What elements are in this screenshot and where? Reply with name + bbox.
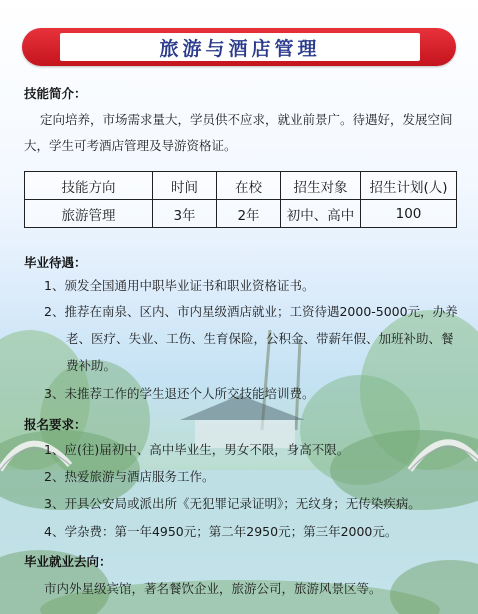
table-cell: 旅游管理 <box>25 200 153 228</box>
table-header-cell: 招生对象 <box>281 172 361 200</box>
requirements-heading: 报名要求： <box>24 417 87 432</box>
list-item: 2、热爱旅游与酒店服务工作。 <box>44 469 215 484</box>
benefits-heading: 毕业待遇： <box>24 255 87 270</box>
table-header-row <box>25 172 457 200</box>
table-header-cell: 招生计划(人) <box>361 172 457 200</box>
enrollment-table <box>24 171 457 228</box>
list-item: 3、开具公安局或派出所《无犯罪记录证明》；无纹身；无传染疾病。 <box>44 496 421 511</box>
table-cell: 初中、高中 <box>281 200 361 228</box>
list-item-continuation: 老、医疗、失业、工伤、生育保险，公积金、带薪年假、加班补助、餐 <box>66 331 454 346</box>
table-cell: 100 <box>361 200 457 228</box>
table-header-cell: 时间 <box>153 172 217 200</box>
title-plate <box>60 33 420 61</box>
employment-heading: 毕业就业去向： <box>24 554 112 569</box>
list-item: 1、颁发全国通用中职毕业证书和职业资格证书。 <box>44 278 315 293</box>
skills-line-1: 定向培养，市场需求量大，学员供不应求，就业前景广。待遇好，发展空间 <box>40 112 453 127</box>
employment-text: 市内外星级宾馆，著名餐饮企业，旅游公司，旅游风景区等。 <box>44 581 382 596</box>
table-row <box>25 200 457 228</box>
list-item: 3、未推荐工作的学生退还个人所交技能培训费。 <box>44 386 315 401</box>
table-cell: 2年 <box>217 200 281 228</box>
skills-heading: 技能简介： <box>24 86 87 101</box>
list-item: 2、推荐在南泉、区内、市内星级酒店就业；工资待遇2000-5000元，办养 <box>44 304 458 319</box>
title-banner <box>22 28 456 66</box>
skills-line-2: 大，学生可考酒店管理及导游资格证。 <box>24 138 237 153</box>
list-item: 4、学杂费：第一年4950元；第二年2950元；第三年2000元。 <box>44 524 398 539</box>
table-header-cell: 在校 <box>217 172 281 200</box>
list-item: 1、应(往)届初中、高中毕业生，男女不限，身高不限。 <box>44 442 350 457</box>
table-header-cell: 技能方向 <box>25 172 153 200</box>
page-title: 旅游与酒店管理 <box>159 37 321 60</box>
table-cell: 3年 <box>153 200 217 228</box>
list-item-continuation: 费补助。 <box>66 358 117 373</box>
